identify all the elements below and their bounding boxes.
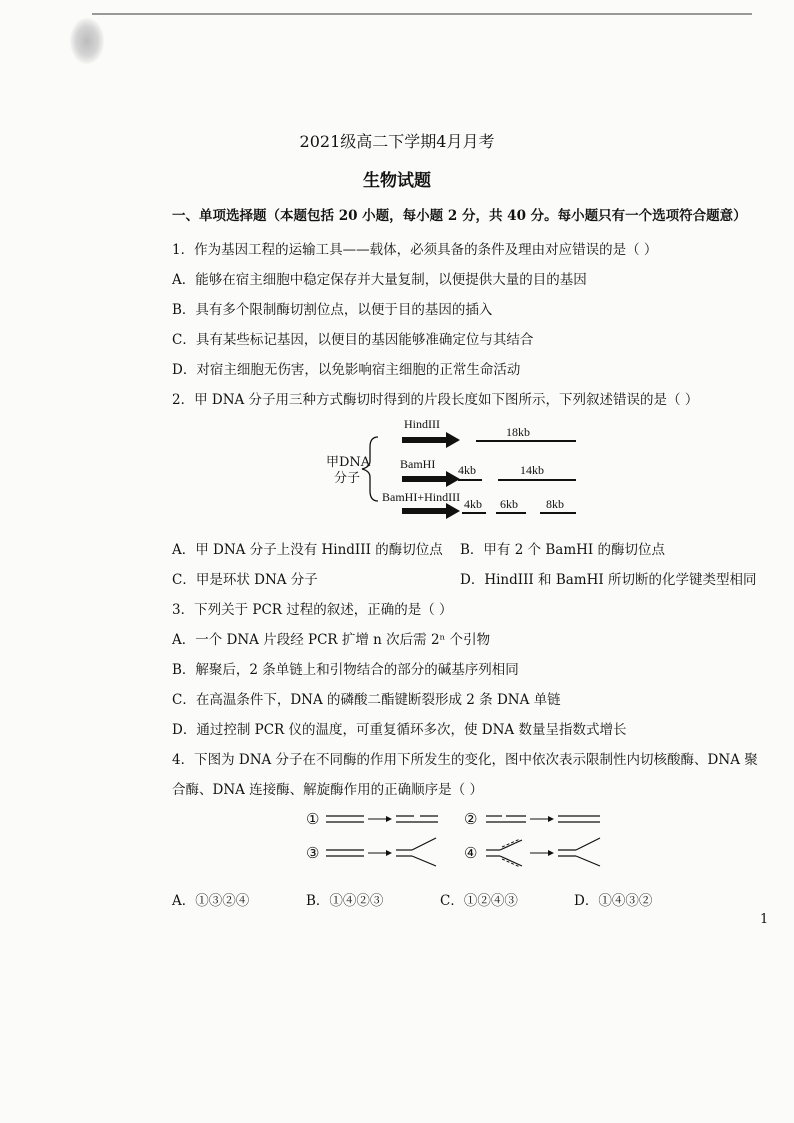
fragment-8kb-label: 8kb	[546, 497, 564, 511]
q3-option-d: D．通过控制 PCR 仪的温度，可重复循环多次，使 DNA 数量呈指数式增长	[172, 722, 627, 738]
arrow-bamhi	[402, 476, 446, 482]
arrow-hindiii-head	[446, 432, 460, 448]
enzyme-bamhi-label: BamHI	[400, 457, 436, 471]
q3-stem: 3．下列关于 PCR 过程的叙述，正确的是（ ）	[172, 602, 453, 618]
page-subtitle: 生物试题	[363, 171, 431, 191]
enzyme-action-diagram	[300, 808, 630, 868]
section-heading: 一、单项选择题（本题包括 20 小题，每小题 2 分，共 40 分。每小题只有一个选项符合题意）	[172, 208, 747, 224]
q1-stem: 1．作为基因工程的运输工具——载体，必须具备的条件及理由对应错误的是（ ）	[172, 242, 658, 258]
q1-option-d: D．对宿主细胞无伤害，以免影响宿主细胞的正常生命活动	[172, 362, 521, 378]
arrow-double-head	[446, 503, 460, 519]
diagram-num-1: ①	[306, 810, 320, 828]
fragment-6kb-label: 6kb	[500, 497, 518, 511]
arrow-double	[402, 508, 446, 514]
restriction-fragment-diagram	[320, 415, 590, 525]
page-title: 2021级高二下学期4月月考	[299, 132, 495, 151]
enzyme-hindiii-label: HindIII	[404, 417, 440, 431]
q2-option-d: D．HindIII 和 BamHI 所切断的化学键类型相同	[460, 572, 757, 588]
q4-option-b: B．①④②③	[306, 893, 384, 909]
q1-option-c: C．具有某些标记基因，以便目的基因能够准确定位与其结合	[172, 332, 534, 348]
fragment-14kb-label: 14kb	[520, 463, 544, 477]
q2-stem: 2．甲 DNA 分子用三种方式酶切时得到的片段长度如下图所示，下列叙述错误的是（ ）	[172, 392, 699, 408]
fragment-4kb-label: 4kb	[458, 463, 476, 477]
q4-option-d: D．①④③②	[574, 893, 653, 909]
q1-option-b: B．具有多个限制酶切割位点，以便于目的基因的插入	[172, 302, 493, 318]
q4-stem-line2: 合酶、DNA 连接酶、解旋酶作用的正确顺序是（ ）	[172, 782, 483, 798]
q2-option-c: C．甲是环状 DNA 分子	[172, 572, 318, 588]
q2-option-b: B．甲有 2 个 BamHI 的酶切位点	[460, 542, 666, 558]
q1-option-a: A．能够在宿主细胞中稳定保存并大量复制，以便提供大量的目的基因	[172, 272, 587, 288]
q4-option-a: A．①③②④	[172, 893, 250, 909]
q4-option-c: C．①②④③	[440, 893, 518, 909]
arrow-hindiii	[402, 437, 446, 443]
q4-stem-line1: 4．下图为 DNA 分子在不同酶的作用下所发生的变化，图中依次表示限制性内切核酸酶、DNA 聚	[172, 752, 758, 768]
diagram-num-4: ④	[464, 844, 478, 862]
q2-option-a: A．甲 DNA 分子上没有 HindIII 的酶切位点	[172, 542, 443, 558]
molecule-label-2: 分子	[334, 471, 361, 486]
fragment-18kb-label: 18kb	[506, 425, 530, 439]
q3-option-a: A．一个 DNA 片段经 PCR 扩增 n 次后需 2ⁿ 个引物	[172, 632, 491, 648]
scan-smudge	[70, 18, 104, 64]
diagram-num-2: ②	[464, 810, 478, 828]
page-number: 1	[760, 912, 769, 927]
q3-option-c: C．在高温条件下，DNA 的磷酸二酯键断裂形成 2 条 DNA 单链	[172, 692, 561, 708]
diagram-num-3: ③	[306, 844, 320, 862]
enzyme-double-label: BamHI+HindIII	[382, 490, 461, 504]
molecule-label-1: 甲DNA	[326, 455, 371, 470]
fragment-4kb-label-b: 4kb	[464, 497, 482, 511]
scan-edge-line	[92, 13, 752, 15]
q3-option-b: B．解聚后，2 条单链上和引物结合的部分的碱基序列相同	[172, 662, 519, 678]
